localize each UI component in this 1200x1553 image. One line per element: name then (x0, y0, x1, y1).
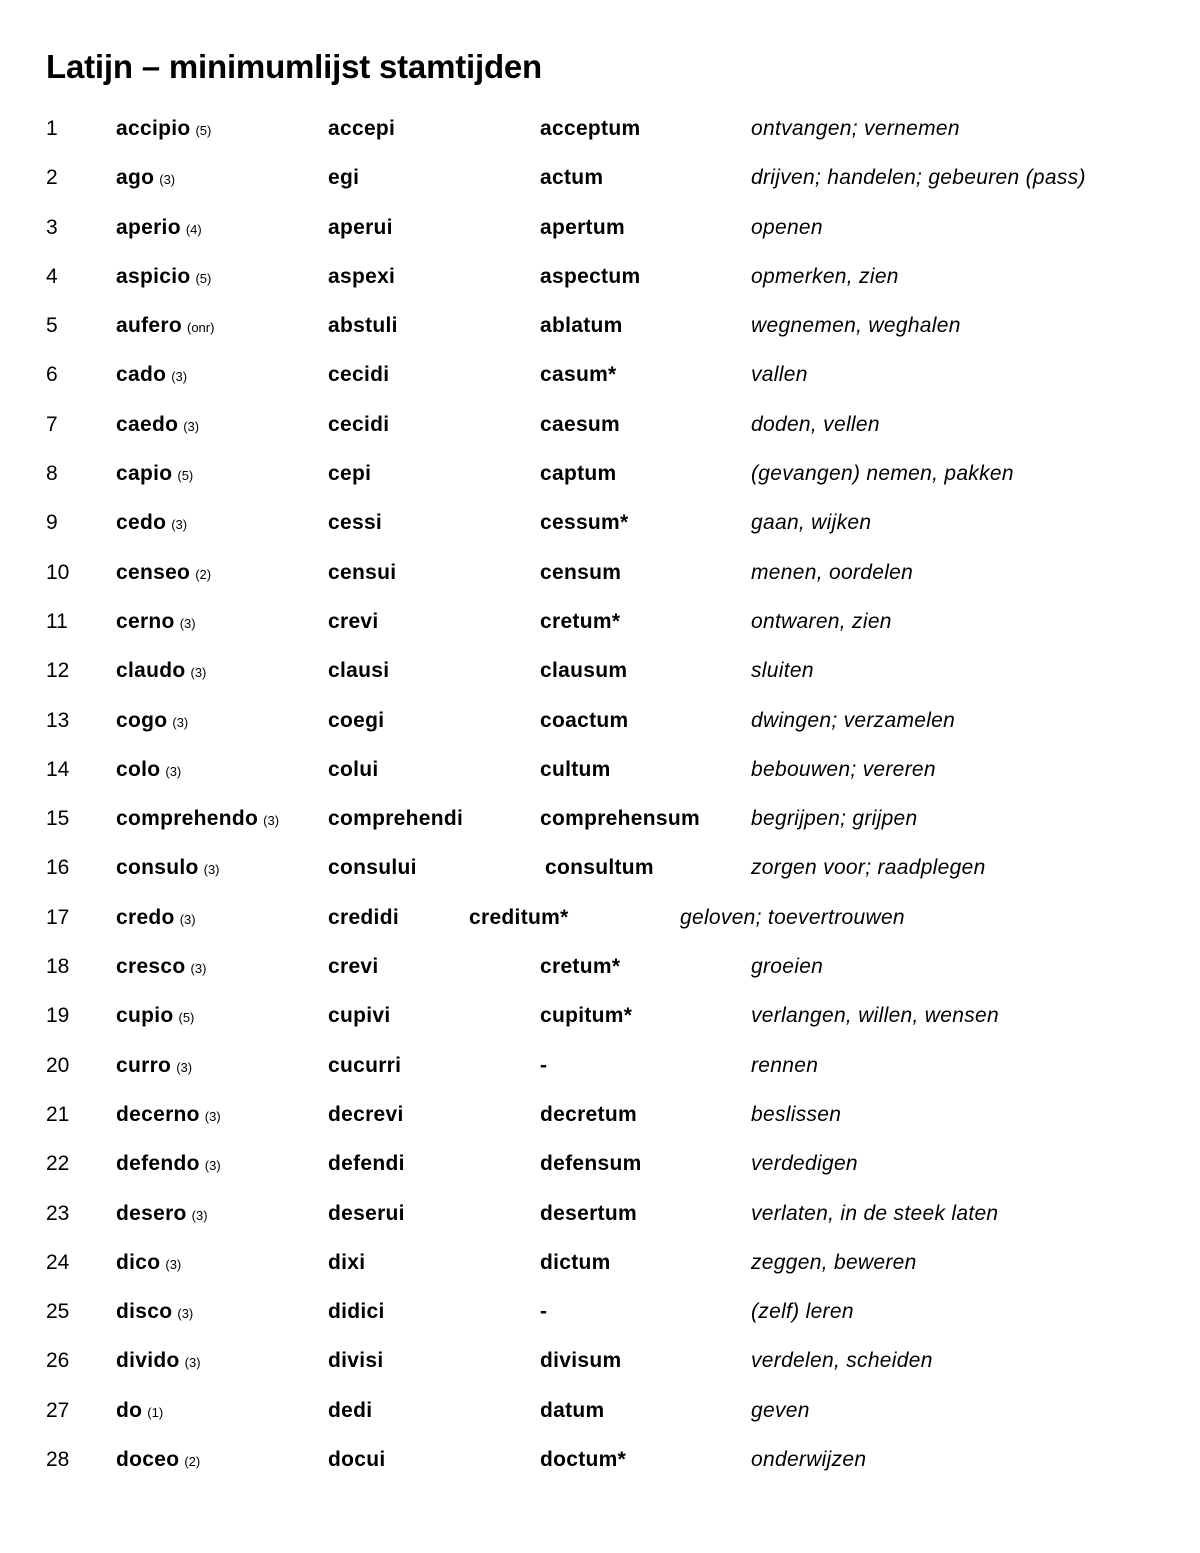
row-number: 24 (46, 1250, 70, 1274)
present-form (116, 1448, 200, 1472)
present-form-text: curro (116, 1053, 172, 1077)
present-form (116, 1202, 208, 1226)
present-form-text: ago (116, 166, 155, 190)
perfect-form: defendi (328, 1152, 405, 1176)
present-form (116, 166, 175, 190)
perfect-form: didici (328, 1300, 385, 1324)
perfect-form: egi (328, 166, 360, 190)
meaning: bebouwen; vereren (751, 757, 936, 781)
perfect-form: decrevi (328, 1102, 404, 1126)
list-item (46, 992, 1166, 1041)
present-form-text: aperio (116, 215, 181, 239)
conjugation-label: (3) (183, 418, 200, 434)
row-number: 3 (46, 215, 58, 239)
supine-form: captum (540, 462, 617, 486)
present-form (116, 314, 214, 338)
present-form (116, 1152, 221, 1176)
present-form-text: doceo (116, 1448, 180, 1472)
supine-form: censum (540, 560, 622, 584)
row-number: 10 (46, 560, 70, 584)
perfect-form: abstuli (328, 314, 398, 338)
present-form-text: cedo (116, 511, 167, 535)
perfect-form: cessi (328, 511, 383, 535)
meaning: begrijpen; grijpen (751, 807, 918, 831)
list-item (46, 105, 1166, 154)
list-item (46, 450, 1166, 499)
conjugation-label: (3) (263, 813, 280, 829)
row-number: 7 (46, 412, 58, 436)
conjugation-label: (3) (190, 961, 207, 977)
list-item (46, 795, 1166, 844)
present-form-text: consulo (116, 856, 199, 880)
present-form (116, 906, 196, 930)
perfect-form: cecidi (328, 412, 390, 436)
present-form-text: cogo (116, 708, 168, 732)
row-number: 13 (46, 708, 70, 732)
meaning: (zelf) leren (751, 1300, 854, 1324)
list-item (46, 598, 1166, 647)
present-form (116, 511, 187, 535)
supine-form: apertum (540, 215, 625, 239)
conjugation-label: (onr) (186, 320, 215, 336)
list-item (46, 844, 1166, 893)
perfect-form: consului (328, 856, 417, 880)
perfect-form: coegi (328, 708, 385, 732)
row-number: 26 (46, 1349, 70, 1373)
present-form-text: aufero (116, 314, 182, 338)
meaning: openen (751, 215, 823, 239)
conjugation-label: (2) (195, 566, 212, 582)
list-item (46, 351, 1166, 400)
perfect-form: aspexi (328, 264, 396, 288)
present-form-text: credo (116, 905, 175, 929)
conjugation-label: (5) (195, 123, 212, 138)
list-item (46, 499, 1166, 548)
perfect-form: accepi (328, 117, 396, 140)
conjugation-label: (3) (179, 911, 196, 927)
supine-form: actum (540, 166, 604, 190)
supine-form: datum (540, 1398, 605, 1422)
conjugation-label: (5) (177, 468, 194, 484)
meaning: verdelen, scheiden (751, 1349, 933, 1373)
row-number: 14 (46, 757, 70, 781)
supine-form: coactum (540, 708, 629, 732)
row-number: 5 (46, 314, 58, 338)
present-form-text: disco (116, 1300, 173, 1324)
present-form-text: defendo (116, 1152, 200, 1176)
present-form-text: decerno (116, 1102, 200, 1126)
row-number: 21 (46, 1102, 70, 1126)
list-item (46, 894, 1166, 943)
present-form (116, 758, 181, 782)
conjugation-label: (3) (171, 369, 188, 385)
row-number: 8 (46, 462, 58, 486)
row-number: 11 (46, 609, 68, 633)
row-number: 1 (46, 117, 58, 140)
present-form (116, 1300, 193, 1324)
conjugation-label: (5) (195, 270, 212, 286)
conjugation-label: (3) (203, 862, 220, 878)
present-form (116, 1054, 192, 1078)
meaning: gaan, wijken (751, 511, 872, 535)
present-form-text: censeo (116, 560, 191, 584)
supine-form: doctum* (540, 1448, 627, 1472)
supine-form: cultum (540, 757, 611, 781)
conjugation-label: (5) (178, 1010, 195, 1026)
row-number: 9 (46, 511, 58, 535)
meaning: beslissen (751, 1102, 842, 1126)
perfect-form: dixi (328, 1250, 366, 1274)
present-form-text: divido (116, 1349, 180, 1373)
supine-form: cessum* (540, 511, 629, 535)
supine-form: divisum (540, 1349, 622, 1373)
supine-form: defensum (540, 1152, 642, 1176)
list-item (46, 549, 1166, 598)
perfect-form: credidi (328, 905, 399, 929)
row-number: 12 (46, 659, 70, 683)
perfect-form: colui (328, 757, 379, 781)
list-item (46, 302, 1166, 351)
meaning: geven (751, 1398, 810, 1422)
perfect-form: docui (328, 1448, 386, 1472)
conjugation-label: (3) (176, 1059, 193, 1075)
list-item (46, 746, 1166, 795)
supine-form: consultum (545, 856, 654, 880)
present-form (116, 265, 211, 289)
conjugation-label: (3) (204, 1158, 221, 1174)
perfect-form: cupivi (328, 1004, 391, 1028)
supine-form: decretum (540, 1102, 637, 1126)
row-number: 17 (46, 905, 70, 929)
perfect-form: divisi (328, 1349, 384, 1373)
conjugation-label: (3) (204, 1108, 221, 1124)
supine-form: creditum* (469, 905, 569, 929)
list-item (46, 647, 1166, 696)
list-item (46, 1042, 1166, 1091)
page-title: Latijn – minimumlijst stamtijden (46, 48, 543, 85)
supine-form: dictum (540, 1250, 611, 1274)
conjugation-label: (3) (159, 172, 176, 188)
row-number: 16 (46, 856, 70, 880)
present-form (116, 1251, 181, 1275)
list-item (46, 1337, 1166, 1386)
supine-form: acceptum (540, 117, 641, 140)
meaning: (gevangen) nemen, pakken (751, 462, 1014, 486)
list-item (46, 204, 1166, 253)
conjugation-label: (3) (165, 1256, 182, 1272)
present-form-text: cupio (116, 1004, 174, 1028)
present-form (116, 462, 193, 486)
perfect-form: aperui (328, 215, 393, 239)
conjugation-label: (3) (179, 615, 196, 631)
perfect-form: crevi (328, 609, 379, 633)
row-number: 23 (46, 1201, 70, 1225)
meaning: geloven; toevertrouwen (680, 905, 905, 929)
present-form (116, 709, 188, 733)
supine-form: ablatum (540, 314, 623, 338)
row-number: 18 (46, 955, 70, 979)
supine-form: - (540, 1300, 548, 1324)
present-form (116, 1103, 221, 1127)
present-form (116, 1349, 201, 1373)
list-item (46, 1387, 1166, 1436)
present-form-text: cado (116, 363, 167, 387)
list-item (46, 697, 1166, 746)
list-item (46, 401, 1166, 450)
supine-form: comprehensum (540, 807, 700, 831)
perfect-form: censui (328, 560, 397, 584)
meaning: verlangen, willen, wensen (751, 1004, 999, 1028)
list-item (46, 1091, 1166, 1140)
meaning: drijven; handelen; gebeuren (pass) (751, 166, 1086, 190)
meaning: verdedigen (751, 1152, 858, 1176)
present-form-text: cresco (116, 955, 186, 979)
meaning: dwingen; verzamelen (751, 708, 956, 732)
row-number: 25 (46, 1300, 70, 1324)
list-item (46, 253, 1166, 302)
row-number: 19 (46, 1004, 70, 1028)
supine-form: cupitum* (540, 1004, 633, 1028)
present-form (116, 216, 202, 240)
list-item (46, 154, 1166, 203)
meaning: rennen (751, 1053, 819, 1077)
meaning: ontwaren, zien (751, 609, 892, 633)
list-item (46, 943, 1166, 992)
perfect-form: crevi (328, 955, 379, 979)
supine-form: - (540, 1053, 548, 1077)
meaning: opmerken, zien (751, 264, 899, 288)
perfect-form: dedi (328, 1398, 373, 1422)
present-form-text: accipio (116, 117, 191, 140)
present-form-text: capio (116, 462, 173, 486)
present-form (116, 117, 211, 141)
meaning: menen, oordelen (751, 560, 914, 584)
conjugation-label: (4) (185, 221, 202, 237)
row-number: 20 (46, 1053, 70, 1077)
present-form-text: desero (116, 1201, 187, 1225)
list-item (46, 1140, 1166, 1189)
meaning: ontvangen; vernemen (751, 117, 960, 140)
perfect-form: cucurri (328, 1053, 402, 1077)
row-number: 27 (46, 1398, 70, 1422)
present-form (116, 856, 220, 880)
list-item (46, 1288, 1166, 1337)
row-number: 4 (46, 264, 58, 288)
present-form-text: claudo (116, 659, 186, 683)
conjugation-label: (3) (191, 1207, 208, 1223)
conjugation-label: (3) (177, 1306, 194, 1322)
meaning: vallen (751, 363, 808, 387)
supine-form: cretum* (540, 609, 621, 633)
conjugation-label: (2) (184, 1454, 201, 1470)
supine-form: desertum (540, 1201, 637, 1225)
present-form-text: comprehendo (116, 807, 259, 831)
meaning: wegnemen, weghalen (751, 314, 961, 338)
meaning: verlaten, in de steek laten (751, 1201, 999, 1225)
supine-form: casum* (540, 363, 617, 387)
meaning: zeggen, beweren (751, 1250, 917, 1274)
row-number: 15 (46, 807, 70, 831)
present-form-text: caedo (116, 412, 179, 436)
present-form-text: dico (116, 1250, 161, 1274)
present-form (116, 561, 211, 585)
present-form-text: aspicio (116, 264, 191, 288)
supine-form: cretum* (540, 955, 621, 979)
meaning: zorgen voor; raadplegen (751, 856, 986, 880)
supine-form: caesum (540, 412, 621, 436)
list-item (46, 1239, 1166, 1288)
present-form-text: colo (116, 757, 161, 781)
present-form-text: cerno (116, 609, 175, 633)
meaning: groeien (751, 955, 824, 979)
present-form (116, 363, 187, 387)
present-form (116, 955, 206, 979)
present-form (116, 1004, 194, 1028)
conjugation-label: (3) (190, 665, 207, 681)
list-item (46, 1436, 1166, 1485)
perfect-form: cepi (328, 462, 372, 486)
present-form (116, 610, 196, 634)
present-form (116, 1399, 163, 1423)
present-form (116, 413, 199, 437)
present-form (116, 659, 206, 683)
row-number: 2 (46, 166, 58, 190)
verb-list (46, 105, 1166, 1485)
perfect-form: comprehendi (328, 807, 464, 831)
conjugation-label: (3) (184, 1355, 201, 1371)
conjugation-label: (3) (171, 517, 188, 533)
row-number: 22 (46, 1152, 70, 1176)
meaning: onderwijzen (751, 1448, 867, 1472)
perfect-form: deserui (328, 1201, 405, 1225)
conjugation-label: (3) (165, 763, 182, 779)
perfect-form: cecidi (328, 363, 390, 387)
list-item (46, 1190, 1166, 1239)
meaning: doden, vellen (751, 412, 880, 436)
conjugation-label: (3) (172, 714, 189, 730)
conjugation-label: (1) (147, 1404, 164, 1420)
present-form-text: do (116, 1398, 143, 1422)
meaning: sluiten (751, 659, 814, 683)
perfect-form: clausi (328, 659, 390, 683)
supine-form: clausum (540, 659, 628, 683)
row-number: 6 (46, 363, 58, 387)
supine-form: aspectum (540, 264, 641, 288)
row-number: 28 (46, 1448, 70, 1472)
present-form (116, 807, 279, 831)
